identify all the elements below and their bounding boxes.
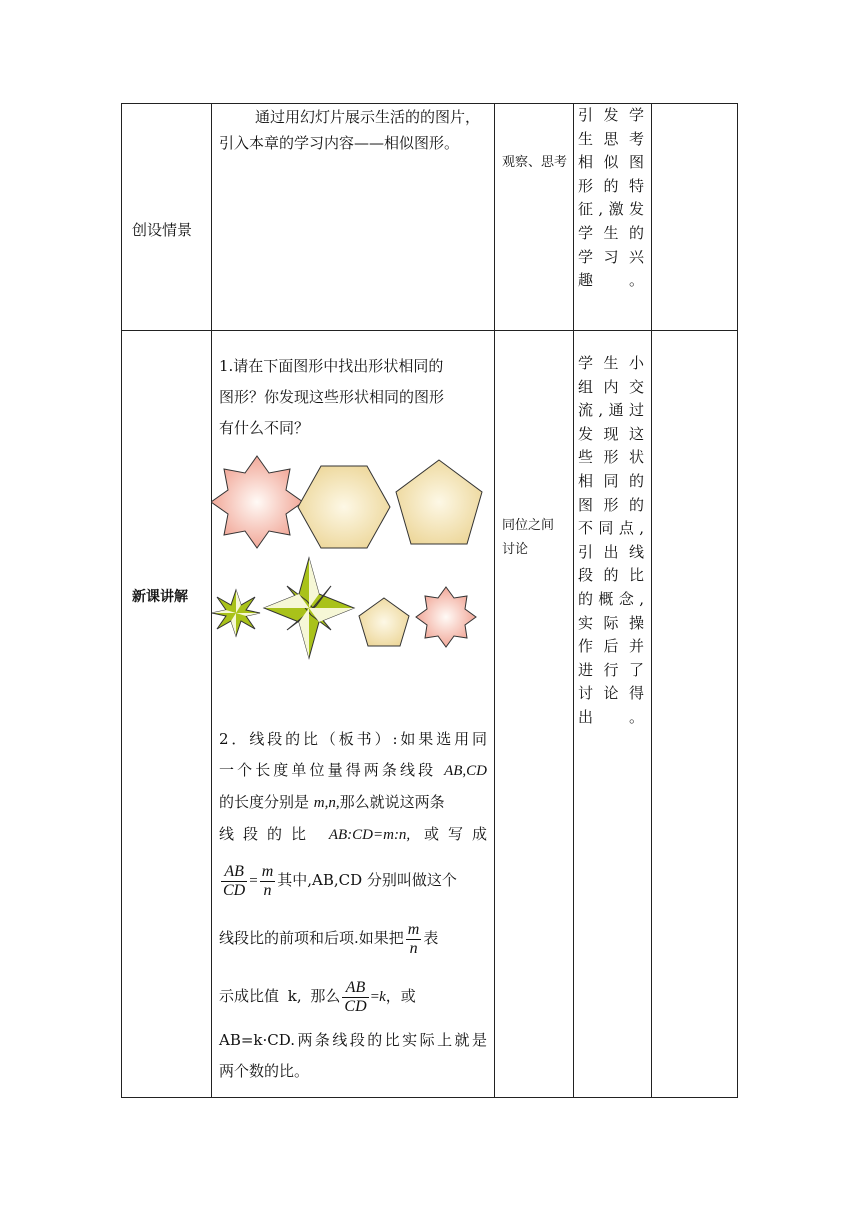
intent-line: 相同的 — [578, 471, 644, 490]
p2-text: 一个长度单位量得两条线段 — [219, 761, 445, 779]
equals-sign: = — [249, 873, 258, 889]
q1-line: 1.请在下面图形中找出形状相同的 — [219, 357, 444, 375]
pentagon-large — [396, 460, 482, 544]
p2-line: 两个数的比。 — [219, 1062, 310, 1080]
p2-line — [219, 787, 487, 819]
intent-line: 讨论得 — [578, 684, 644, 703]
intent-line: 生思考 — [578, 129, 644, 148]
row-divider — [122, 330, 737, 331]
p2-line — [219, 819, 487, 851]
p2-text: 线段的比 — [219, 825, 329, 843]
col-divider — [573, 104, 574, 1097]
fraction-ab-cd: $\frac{AB}{CD}$ — [223, 862, 246, 899]
p2-line: 2．线段的比（板书）:如果选用同 — [219, 730, 487, 748]
intent-line: 组内交 — [578, 377, 644, 396]
design-intent-2 — [578, 352, 644, 730]
p2-line: AB=k·CD.两条线段的比实际上就是 — [219, 1031, 487, 1049]
p2-text: 或写成 — [410, 825, 487, 843]
intent-line: 相似图 — [578, 153, 644, 172]
intent-line: 进行了 — [578, 660, 644, 679]
p2-text: ，或 — [385, 987, 416, 1005]
student-activity-1: 观察、思考 — [502, 155, 568, 170]
compass-star — [264, 558, 354, 658]
eight-point-star-small — [416, 587, 476, 647]
intent-line: 趣。 — [578, 271, 644, 290]
intent-line: 图形的 — [578, 495, 644, 514]
p2-line — [219, 967, 487, 1025]
p2-math: AB,CD — [444, 763, 487, 779]
student-activity-2: 同位之间 讨论 — [502, 518, 555, 557]
p2-math: m,n, — [313, 795, 340, 811]
eight-point-star-large — [211, 456, 303, 548]
intent-line: 的概念, — [578, 589, 644, 608]
p2-text: 示成比值 k, 那么 — [219, 987, 341, 1005]
stage-label-1: 创设情景 — [132, 221, 193, 239]
p2-line — [219, 851, 487, 909]
design-intent-1 — [578, 104, 644, 293]
fraction-m-n: $\frac{m}{n}$ — [261, 862, 274, 899]
intent-line: 引发学 — [578, 106, 644, 124]
intro-paragraph: 通过用幻灯片展示生活的的图片，引入本章的学习内容——相似图形。 — [219, 108, 481, 152]
p2-text: 其中,AB,CD 分别叫做这个 — [277, 871, 457, 889]
intent-line: 学习兴 — [578, 247, 644, 266]
intent-line: 学生小 — [578, 354, 644, 372]
q1-line: 图形？你发现这些形状相同的图形 — [219, 388, 445, 406]
intent-line: 征,激发 — [578, 200, 644, 219]
question-1 — [219, 351, 487, 444]
stage-label-2: 新课讲解 — [132, 589, 188, 605]
intent-line: 发现这 — [578, 424, 644, 443]
p2-line — [219, 909, 487, 967]
p2-line — [219, 755, 487, 787]
intent-line: 实际操 — [578, 613, 644, 632]
q1-line: 有什么不同？ — [219, 419, 310, 437]
intent-line: 形的特 — [578, 176, 644, 195]
p2-math: AB:CD=m:n, — [328, 827, 411, 843]
intent-line: 段的比 — [578, 566, 644, 585]
intent-line: 出。 — [578, 707, 644, 726]
small-green-star — [212, 590, 260, 636]
col-divider — [651, 104, 652, 1097]
fraction-ab-cd-2: $\frac{AB}{CD}$ — [344, 978, 367, 1015]
k-variable: k — [379, 989, 386, 1005]
p2-text: 线段比的前项和后项.如果把 — [219, 929, 404, 947]
intent-line: 引出线 — [578, 542, 644, 561]
p2-text: 的长度分别是 — [219, 793, 314, 811]
lesson-table — [121, 103, 738, 1098]
p2-text: 那么就说这两条 — [339, 793, 445, 811]
paragraph-2 — [219, 724, 487, 1087]
pentagon-small — [359, 598, 409, 646]
intent-line: 流,通过 — [578, 401, 644, 420]
p2-text: 表 — [423, 929, 439, 947]
fraction-m-n-2: $\frac{m}{n}$ — [407, 920, 420, 957]
intent-line: 些形状 — [578, 448, 644, 467]
intent-line: 学生的 — [578, 223, 644, 242]
intent-line: 不同点, — [578, 519, 644, 538]
similar-shapes-figure — [211, 452, 496, 682]
equals-sign: = — [370, 989, 380, 1005]
intent-line: 作后并 — [578, 637, 644, 656]
hexagon-large — [298, 466, 390, 548]
